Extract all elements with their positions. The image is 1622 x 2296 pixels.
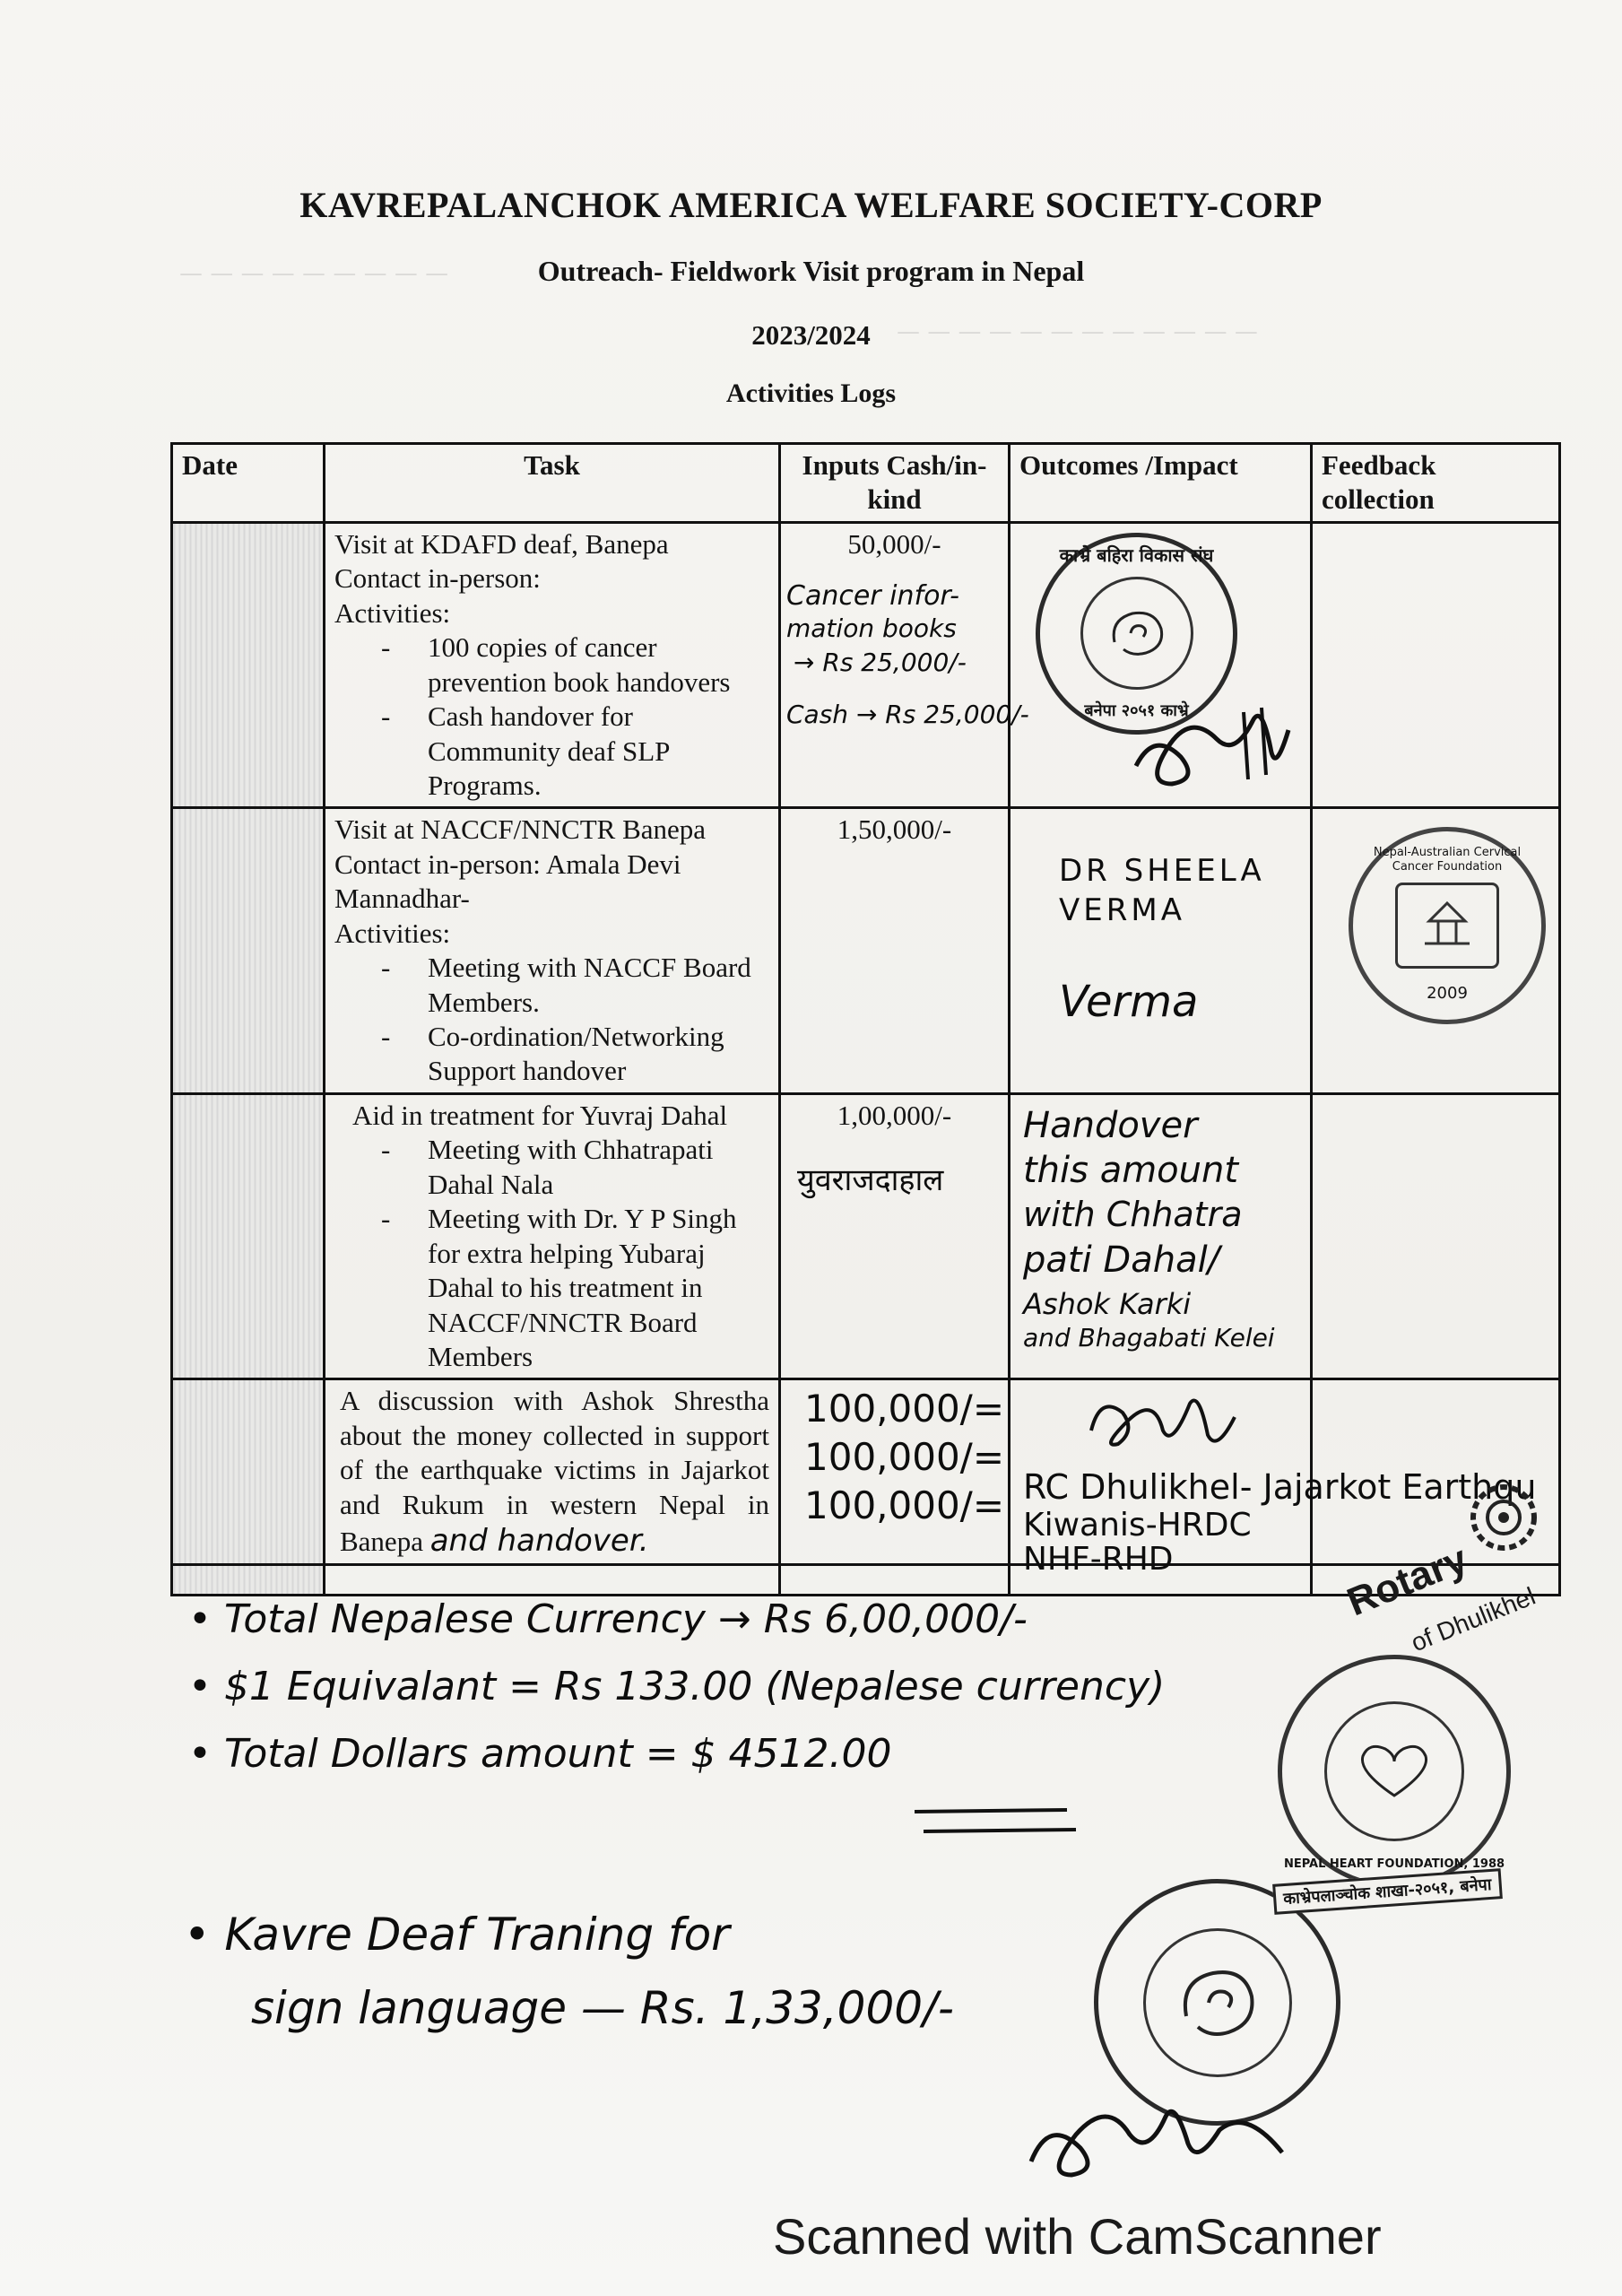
stamp-text: Nepal-Australian Cervical Cancer Foundation bbox=[1373, 846, 1522, 874]
inputs-cell bbox=[780, 1379, 1010, 1565]
task-cell bbox=[325, 1379, 780, 1565]
handwritten-note: Cash → Rs 25,000/- bbox=[786, 699, 1029, 729]
handwritten-note: pati Dahal/ bbox=[1023, 1239, 1220, 1281]
input-amount: 1,00,000/- bbox=[837, 1099, 952, 1131]
heart-foundation-stamp bbox=[1278, 1655, 1511, 1888]
log-title: Activities Logs bbox=[725, 378, 897, 408]
task-line: Activities: bbox=[334, 917, 451, 949]
show-through-text: — — — — — — — — — — — — bbox=[897, 318, 1258, 345]
note-line: • Kavre Deaf Traning for bbox=[184, 1909, 730, 1961]
stamp-text: NEPAL HEART FOUNDATION, 1988 bbox=[1283, 1857, 1505, 1871]
task-text: A discussion with Ashok Shrestha about the money collected in support of the earthquake victims in Jajarkot and Rukum in western Nepal in Banepa bbox=[340, 1385, 769, 1558]
task-bullets bbox=[334, 951, 769, 1089]
inputs-cell bbox=[780, 808, 1010, 1094]
handwritten-signature: Verma bbox=[1059, 977, 1199, 1028]
handwritten-note: Kiwanis-HRDC bbox=[1023, 1507, 1252, 1544]
task-bullet: - Meeting with Chhatrapati Dahal Nala bbox=[334, 1133, 769, 1202]
task-line: Visit at KDAFD deaf, Banepa bbox=[334, 527, 669, 560]
handwritten-note: RC Dhulikhel- Jajarkot Earthqu bbox=[1023, 1467, 1537, 1508]
handwritten-note: this amount bbox=[1023, 1149, 1239, 1191]
task-bullet: - Co-ordination/Networking Support handover bbox=[334, 1020, 769, 1089]
org-title: KAVREPALANCHOK AMERICA WELFARE SOCIETY-CORP bbox=[299, 185, 1323, 225]
handwritten-note: with Chhatra bbox=[1023, 1194, 1243, 1234]
heart-emblem-icon bbox=[1349, 1740, 1439, 1803]
task-cell bbox=[325, 1565, 780, 1596]
task-line: Contact in-person: bbox=[334, 562, 541, 595]
stamp-text: बनेपा २०५१ काभ्रे bbox=[1084, 700, 1189, 720]
handwritten-note: and Bhagabati Kelei bbox=[1023, 1322, 1275, 1352]
signature-mark bbox=[1013, 2081, 1300, 2188]
handwritten-name: VERMA bbox=[1059, 892, 1185, 929]
header-date: Date bbox=[172, 444, 325, 523]
note-line: • Total Nepalese Currency → Rs 6,00,000/- bbox=[188, 1596, 1028, 1642]
underline-mark bbox=[906, 1803, 1085, 1839]
task-cell bbox=[325, 808, 780, 1094]
task-bullet: - Meeting with NACCF Board Members. bbox=[334, 951, 769, 1020]
task-line: Contact in-person: Amala Devi Mannadhar- bbox=[334, 848, 681, 915]
table-row bbox=[172, 522, 1560, 808]
inputs-cell bbox=[780, 522, 1029, 808]
rotary-stamp-subtext: of Dhulikhel bbox=[1407, 1581, 1540, 1657]
inputs-cell bbox=[780, 1093, 1010, 1379]
header-task: Task bbox=[325, 444, 780, 523]
branch-label: काभ्रेपलाञ्चोक शाखा-२०५१, बनेपा bbox=[1272, 1868, 1502, 1915]
table-row bbox=[172, 1379, 1560, 1565]
header-inputs: Inputs Cash/in-kind bbox=[780, 444, 1010, 523]
task-bullet: - 100 copies of cancer prevention book handovers bbox=[334, 631, 769, 700]
task-bullets bbox=[334, 1133, 769, 1374]
date-cell bbox=[172, 522, 325, 808]
note-line: • $1 Equivalant = Rs 133.00 (Nepalese currency) bbox=[188, 1664, 1166, 1709]
handwritten-amount: 100,000/= bbox=[804, 1483, 1005, 1528]
outcomes-cell bbox=[1010, 522, 1312, 808]
date-cell bbox=[172, 808, 325, 1094]
table-header-row bbox=[172, 444, 1560, 523]
handwritten-note: Ashok Karki bbox=[1023, 1286, 1192, 1321]
task-line: Visit at NACCF/NNCTR Banepa bbox=[334, 813, 707, 846]
handwritten-note: Cancer infor- bbox=[786, 579, 959, 612]
outcomes-cell bbox=[1010, 808, 1312, 1094]
outcomes-cell bbox=[1010, 1379, 1537, 1578]
handwritten-name: DR SHEELA bbox=[1059, 853, 1265, 890]
handwritten-amount: 100,000/= bbox=[804, 1387, 1005, 1431]
handwritten-note: → Rs 25,000/- bbox=[794, 647, 967, 677]
feedback-cell bbox=[1312, 522, 1560, 808]
feedback-cell bbox=[1312, 808, 1560, 1094]
header-outcomes: Outcomes /Impact bbox=[1010, 444, 1312, 523]
stamp-inner bbox=[1143, 1928, 1292, 2077]
handwritten-note: Handover bbox=[1023, 1104, 1198, 1146]
signature-mark bbox=[1073, 1386, 1244, 1457]
stamp-inner bbox=[1395, 883, 1499, 969]
stamp-inner bbox=[1080, 577, 1193, 690]
feedback-cell bbox=[1312, 1379, 1560, 1565]
handwritten-note: and handover. bbox=[429, 1523, 649, 1560]
handwritten-note: युवराजदाहाल bbox=[797, 1161, 944, 1198]
rotary-stamp-text: Rotary bbox=[1340, 1536, 1474, 1625]
date-cell bbox=[172, 1093, 325, 1379]
stamp-text: काभ्रे बहिरा विकास संघ bbox=[1059, 544, 1214, 566]
date-cell bbox=[172, 1379, 325, 1565]
rotary-wheel-icon bbox=[1463, 1477, 1544, 1558]
activities-table bbox=[170, 442, 1561, 1596]
stamp-year: 2009 bbox=[1427, 984, 1468, 1004]
signature-mark bbox=[1118, 694, 1306, 793]
document-subtitle: Outreach- Fieldwork Visit program in Nepal bbox=[537, 255, 1085, 287]
temple-emblem-icon bbox=[1411, 899, 1483, 952]
task-line: Activities: bbox=[334, 596, 451, 629]
table-row bbox=[172, 1093, 1560, 1379]
feedback-cell bbox=[1312, 1093, 1560, 1379]
note-line: • Total Dollars amount = $ 4512.00 bbox=[188, 1731, 892, 1777]
foundation-stamp bbox=[1349, 827, 1546, 1024]
task-bullet: - Meeting with Dr. Y P Singh for extra helping Yubaraj Dahal to his treatment in NACCF/NNCTR Board Members bbox=[334, 1202, 769, 1374]
document-year: 2023/2024 bbox=[751, 319, 871, 351]
task-bullet: - Cash handover for Community deaf SLP Programs. bbox=[334, 700, 769, 803]
input-amount: 1,50,000/- bbox=[837, 813, 952, 846]
task-cell bbox=[325, 522, 780, 808]
note-line: sign language — Rs. 1,33,000/- bbox=[251, 1982, 954, 2034]
task-bullets bbox=[334, 631, 769, 803]
inputs-cell bbox=[780, 1565, 1010, 1596]
ear-emblem-icon bbox=[1173, 1962, 1262, 2043]
task-title: Aid in treatment for Yuvraj Dahal bbox=[352, 1099, 728, 1131]
header-feedback: Feedback collection bbox=[1312, 444, 1560, 523]
table-row bbox=[172, 808, 1560, 1094]
scanner-footer: Scanned with CamScanner bbox=[773, 2208, 1382, 2265]
handwritten-amount: 100,000/= bbox=[804, 1435, 1005, 1480]
outcomes-cell bbox=[1010, 1093, 1312, 1379]
task-cell bbox=[325, 1093, 780, 1379]
handwritten-note: mation books bbox=[786, 613, 957, 643]
ear-emblem-icon bbox=[1106, 606, 1168, 660]
input-amount: 50,000/- bbox=[847, 527, 941, 560]
date-cell bbox=[172, 1565, 325, 1596]
handwritten-note: NHF-RHD bbox=[1023, 1541, 1174, 1578]
show-through-text: — — — — — — — — — bbox=[179, 260, 449, 287]
stamp-inner bbox=[1324, 1701, 1464, 1841]
